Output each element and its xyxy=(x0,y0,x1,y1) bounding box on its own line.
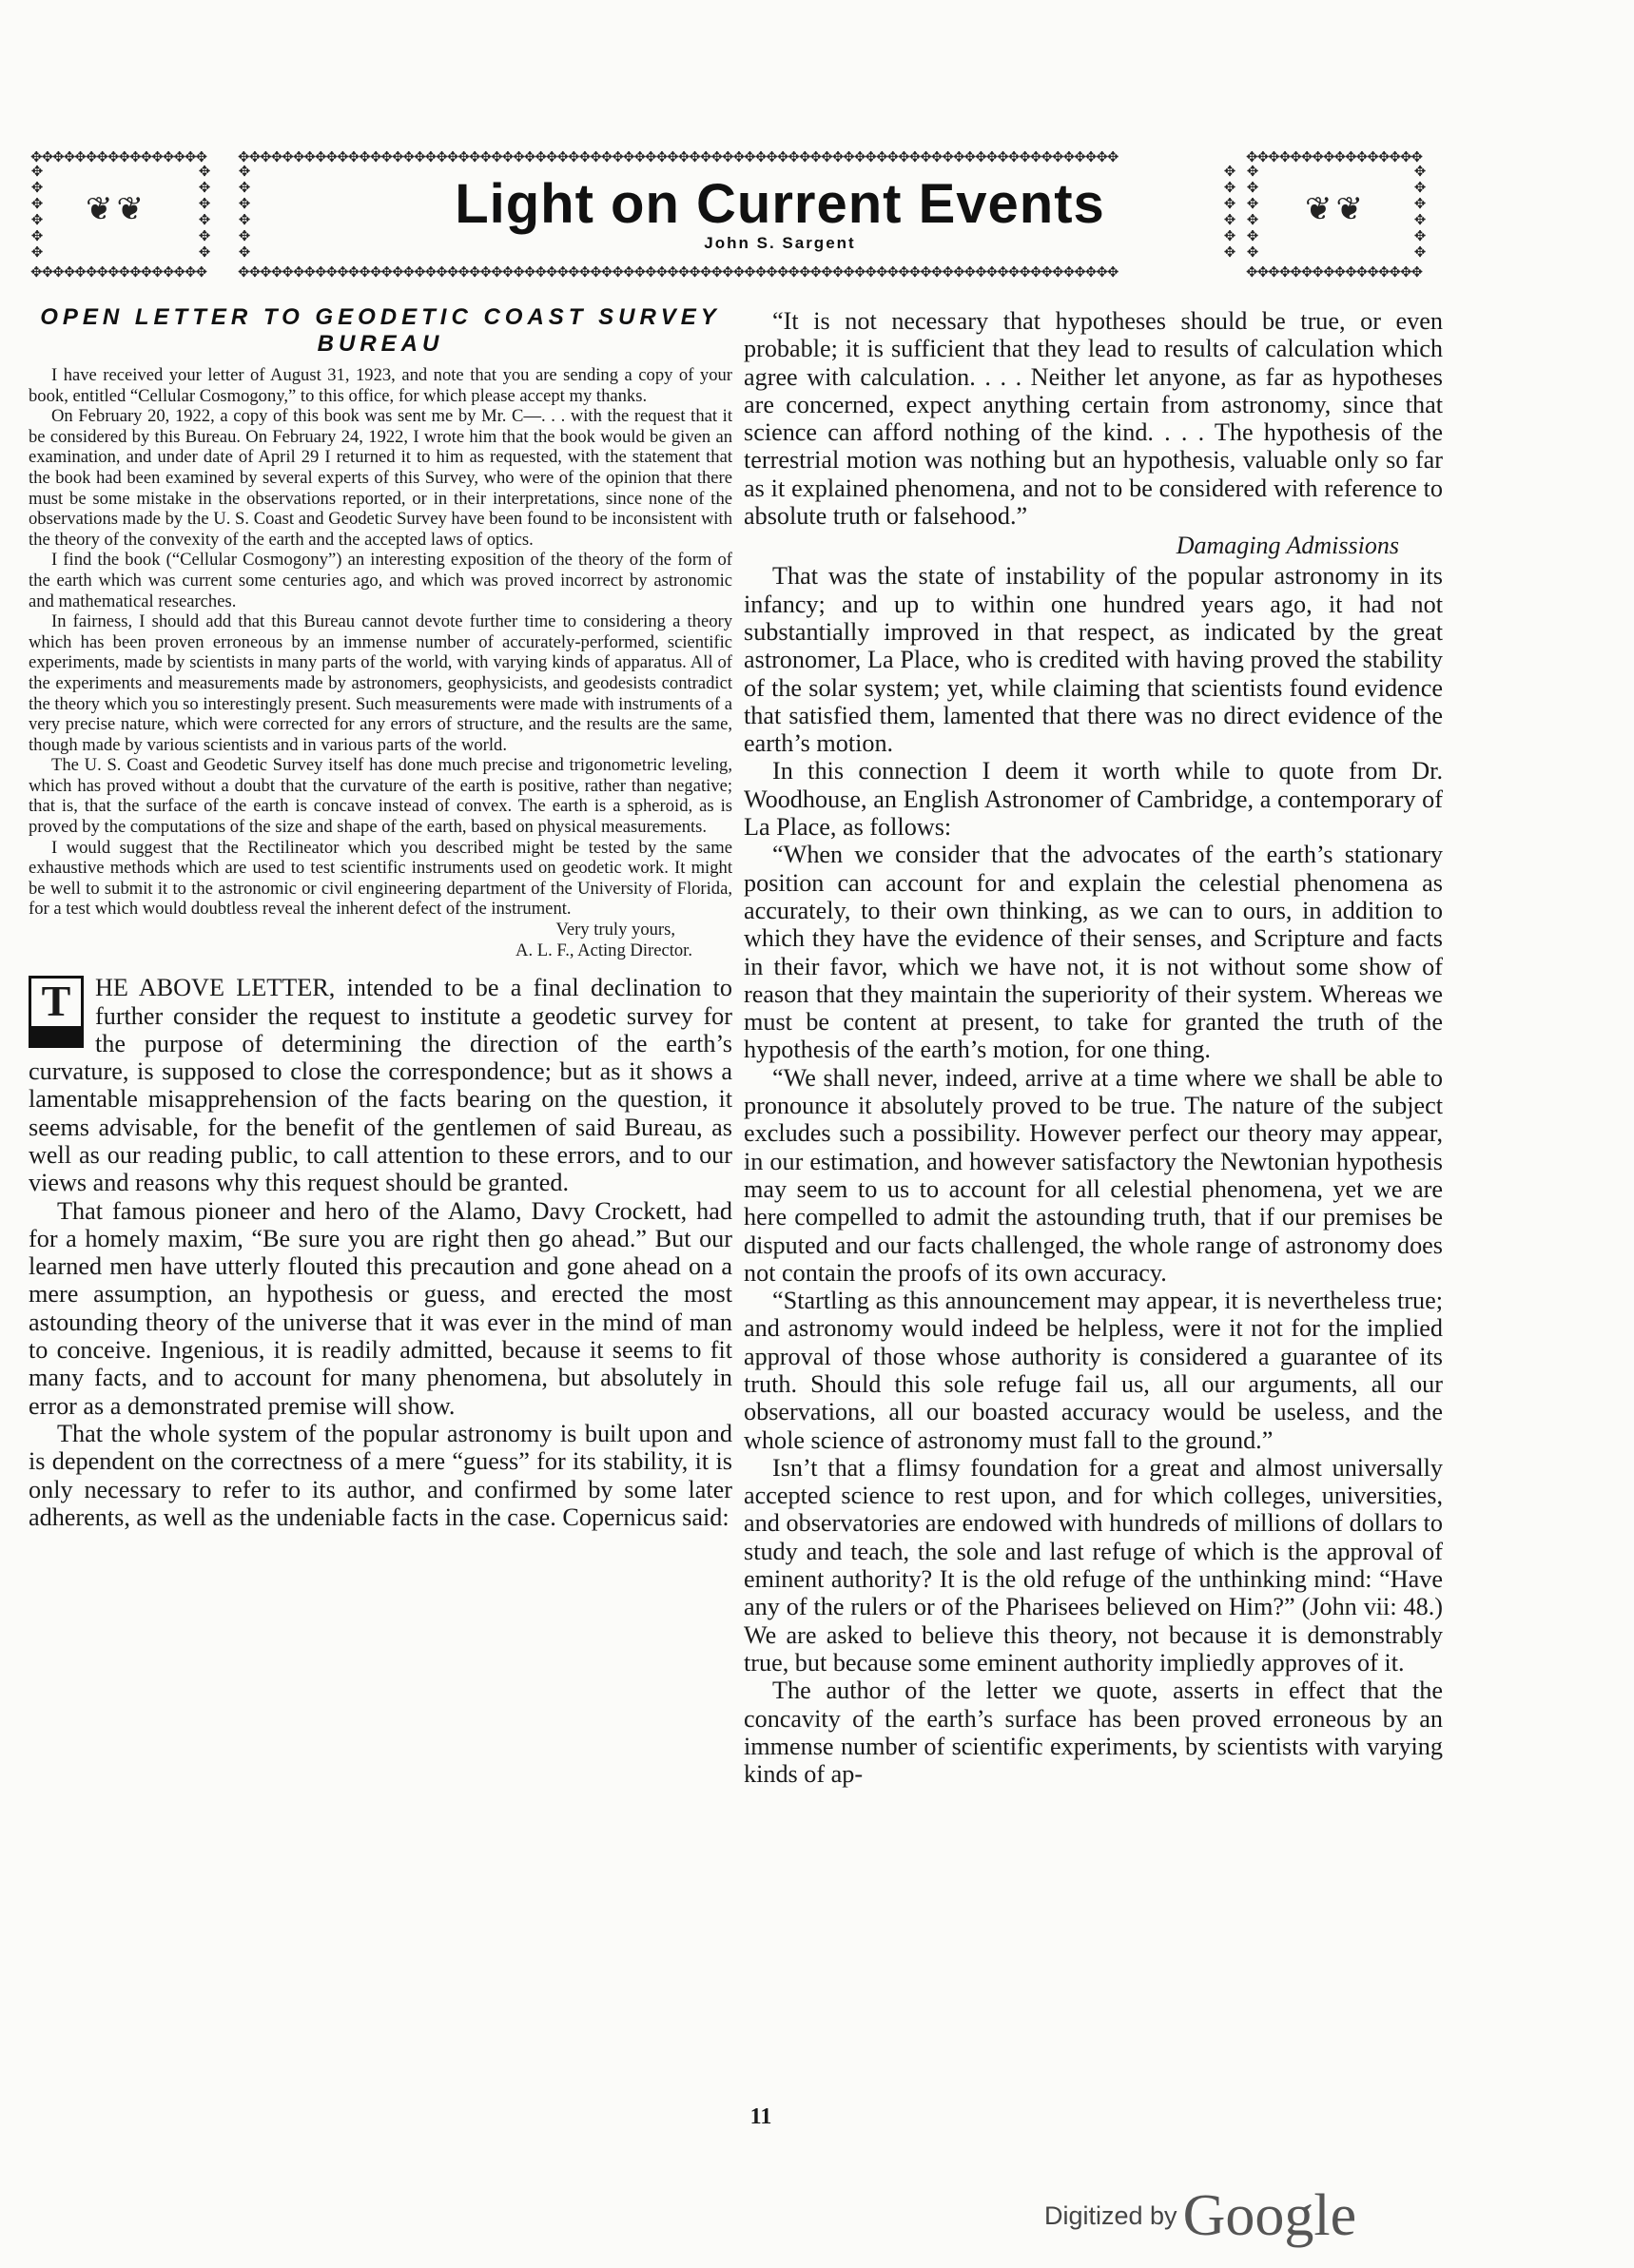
ornament-border: ✥✥✥✥✥✥✥✥✥✥✥✥✥✥✥✥ xyxy=(30,265,207,279)
letter-paragraph: I have received your letter of August 31, 1923, and note that you are sending a copy of your book, entitled “Cellular Cosmogony,” to this office, for which please accept my thanks. xyxy=(29,365,732,406)
letter-paragraph: On February 20, 1922, a copy of this book was sent me by Mr. C—. . . with the request that it be considered by this Bureau. On February 24, 1922, I wrote him that the book would be given an examination, and under date of April 29 I returned it to him as requested, with the statement that the book had been examined by several experts of this Survey, who were of the opinion that there must be some mistake in the observations reported, or in their interpretations, since none of the observations made by the U. S. Coast and Geodetic Survey have been found to be inconsistent with the theory of the convexity of the earth and the accepted laws of optics. xyxy=(29,406,732,550)
article-body-left xyxy=(29,974,732,1531)
page-number: 11 xyxy=(749,2104,772,2129)
article-paragraph: That the whole system of the popular astronomy is built upon and is dependent on the correctness of a mere “guess” for its stability, it is only necessary to refer to its author, and confirmed by some later adherents, as well as the undeniable facts in the case. Copernicus said: xyxy=(29,1419,732,1531)
article-paragraph: That was the state of instability of the popular astronomy in its infancy; and up to within one hundred years ago, it had not substantially improved in that respect, as indicated by the great astronomer, La Place, who is credited with having proved the stability of the solar system; yet, while claiming that scientists found evidence that satisfied them, lamented that there was no direct evidence of the earth’s motion. xyxy=(744,562,1443,758)
quote-paragraph: “Startling as this announcement may appear, it is nevertheless true; and astronomy would indeed be helpless, were it not for the implied approval of those whose authority is considered a guarantee of its truth. Should this sole refuge fail us, all our arguments, all our observations, all our boasted accuracy would be useless, and the whole science of astronomy must fall to the ground.” xyxy=(744,1287,1443,1454)
article-paragraph: In this connection I deem it worth while to quote from Dr. Woodhouse, an English Astronomer of Cambridge, a contemporary of La Place, as follows: xyxy=(744,757,1443,842)
article-paragraph: The author of the letter we quote, asserts in effect that the concavity of the earth’s surface has been proved erroneous by an immense number of scientific experiments, by scientists with varying kinds of ap- xyxy=(744,1677,1443,1789)
letter-paragraph: I would suggest that the Rectilineator which you described might be tested by the same exhaustive methods which are used to test scientific instruments used on geodetic work. It might be well to submit it to the astronomic or civil engineering department of the University of Florida, for a test which would doubtless reveal the inherent defect of the instrument. xyxy=(29,837,732,920)
google-logo: Google xyxy=(1182,2183,1357,2248)
article-paragraph: Isn’t that a flimsy foundation for a great and almost universally accepted science to rest upon, and for which colleges, universities, and observatories are endowed with hundreds of millions of dollars to study and teach, the sole and last refuge of which is the approval of eminent authority? It is the old refuge of the unthinking mind: “Have any of the rulers or of the Pharisees believed on Him?” (John vii: 48.) We are asked to believe this theory, not because it is demonstrably true, but because some eminent authority impliedly approves of it. xyxy=(744,1453,1443,1677)
leaf-ornament-icon: ❦❦ xyxy=(86,190,147,228)
ornament-border: ✥✥✥✥✥✥ xyxy=(1246,164,1259,261)
ornament-border: ✥✥✥✥✥✥ xyxy=(1223,164,1236,261)
letter-closing: Very truly yours, xyxy=(555,920,675,940)
lead-paragraph: T HE ABOVE LETTER, intended to be a final declination to further consider the request to institute a geodetic survey for the purpose of determining the direction of the earth’s curvature, is supposed to close the correspondence; but as it shows a lamentable misapprehension of the facts bearing on the question, it seems advisable, for the benefit of the gentlemen of said Bureau, as well as our reading public, to call attention to these errors, and to our views and reasons why this request should be granted. xyxy=(29,974,732,1197)
letter-paragraph: I find the book (“Cellular Cosmogony”) an interesting exposition of the theory of the form of the earth which was current some centuries ago, and which was proved incorrect by astronomic and mathematical researches. xyxy=(29,550,732,611)
letter-signature: A. L. F., Acting Director. xyxy=(515,940,692,960)
quote-paragraph: “It is not necessary that hypotheses should be true, or even probable; it is sufficient that they lead to results of calculation which agree with calculation. . . . Neither let anyone, as far as hypotheses are concerned, expect anything certain from astronomy, since that science can afford nothing of the kind. . . . The hypothesis of the terrestrial motion was nothing but an hypothesis, valuable only so far as it explained phenomena, and not to be considered with reference to absolute truth or falsehood.” xyxy=(744,307,1443,531)
leaf-ornament-icon: ❦❦ xyxy=(1305,190,1367,228)
quote-paragraph: “When we consider that the advocates of the earth’s stationary position can account for and explain the celestial phenomena as accurately, to their own thinking, as we can to ours, in addition to which they have the evidence of their senses, and Scripture and facts in their favor, which we have not, it is not without some show of reason that they maintain the superiority of their system. Whereas we must be content at present, to take for granted the truth of the hypothesis of the earth’s motion, for one thing. xyxy=(744,841,1443,1064)
ornament-border: ✥✥✥✥✥✥✥✥✥✥✥✥✥✥✥✥ xyxy=(1246,150,1423,164)
ornament-border: ✥✥✥✥✥✥✥✥✥✥✥✥✥✥✥✥✥✥✥✥✥✥✥✥✥✥✥✥✥✥✥✥✥✥✥✥✥✥✥✥✥✥✥✥✥✥✥✥✥✥✥✥✥✥✥✥✥✥✥✥✥✥✥✥✥✥✥✥✥✥✥✥✥✥✥✥✥✥✥✥ xyxy=(238,150,1119,164)
left-column xyxy=(29,304,732,1531)
open-letter xyxy=(29,365,732,960)
author-byline: John S. Sargent xyxy=(704,234,856,252)
letter-paragraph: In fairness, I should add that this Bureau cannot devote further time to considering a theory which has been proven erroneous by an immense number of accurately-performed, scientific experiments, made by scientists in many parts of the world, with varying kinds of apparatus. All of the experiments and measurements made by astronomers, geophysicists, and geodesists contradict the theory which you so interestingly present. Such measurements were made with instruments of a very precise nature, which were corrected for any errors of structure, and the results are the same, though made by various scientists and in various parts of the world. xyxy=(29,611,732,755)
ornament-border: ✥✥✥✥✥✥ xyxy=(198,164,211,261)
drop-cap: T xyxy=(29,976,84,1048)
ornament-border: ✥✥✥✥✥✥✥✥✥✥✥✥✥✥✥✥ xyxy=(30,150,207,164)
article-paragraph: That famous pioneer and hero of the Alamo, Davy Crockett, had for a homely maxim, “Be sure you are right then go ahead.” But our learned men have utterly flouted this precaution and gone ahead on a mere assumption, an hypothesis or guess, and erected the most astounding theory of the universe that it was ever in the mind of man to conceive. Ingenious, it is readily admitted, because it seems to fit many facts, and to account for many phenomena, but absolutely in error as a demonstrated premise will show. xyxy=(29,1196,732,1420)
ornament-border: ✥✥✥✥✥✥ xyxy=(30,164,44,261)
watermark-prefix: Digitized by xyxy=(1044,2201,1177,2230)
ornament-border: ✥✥✥✥✥✥ xyxy=(1413,164,1427,261)
ornament-border: ✥✥✥✥✥✥ xyxy=(238,164,251,261)
right-column xyxy=(744,307,1443,1788)
ornament-border: ✥✥✥✥✥✥✥✥✥✥✥✥✥✥✥✥ xyxy=(1246,265,1423,279)
quote-paragraph: “We shall never, indeed, arrive at a time where we shall be able to pronounce it absolutely proved to be true. The nature of the subject excludes such a possibility. However perfect our theory may appear, in our estimation, and however satisfactory the Newtonian hypothesis may seem to us to account for all celestial phenomena, yet we are here compelled to admit the astounding truth, that if our premises be disputed and our facts challenged, the whole range of astronomy does not contain the proofs of its own accuracy. xyxy=(744,1063,1443,1287)
ornament-border: ✥✥✥✥✥✥✥✥✥✥✥✥✥✥✥✥✥✥✥✥✥✥✥✥✥✥✥✥✥✥✥✥✥✥✥✥✥✥✥✥✥✥✥✥✥✥✥✥✥✥✥✥✥✥✥✥✥✥✥✥✥✥✥✥✥✥✥✥✥✥✥✥✥✥✥✥✥✥✥✥ xyxy=(238,265,1119,279)
letter-paragraph: The U. S. Coast and Geodetic Survey itself has done much precise and trigonometric leveling, which has proved without a doubt that the curvature of the earth is positive, rather than negative; that is, that the surface of the earth is concave instead of convex. The earth is a spheroid, as is proved by the computations of the size and shape of the earth, based on physical measurements. xyxy=(29,755,732,838)
masthead xyxy=(0,0,1634,304)
page-title: Light on Current Events xyxy=(455,173,1105,235)
section-subhead: Damaging Admissions xyxy=(1176,532,1399,560)
digitized-watermark xyxy=(1044,2182,1356,2268)
letter-heading: OPEN LETTER TO GEODETIC COAST SURVEY BUREAU xyxy=(40,304,721,357)
